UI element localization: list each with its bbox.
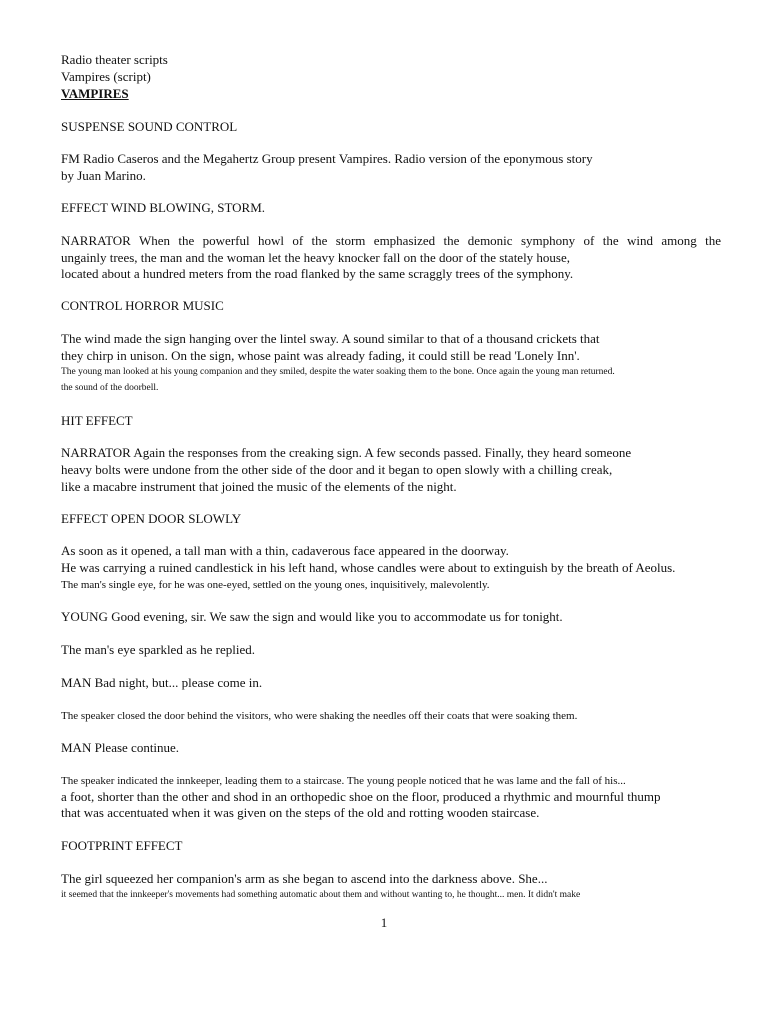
body-line: ungainly trees, the man and the woman let the heavy knocker fall on the door of the stately house,: [61, 250, 571, 265]
cue-line: SUSPENSE SOUND CONTROL: [61, 119, 238, 134]
body-line: the sound of the doorbell.: [61, 383, 159, 393]
body-line: The wind made the sign hanging over the lintel sway. A sound similar to that of a thousand crickets that: [61, 331, 600, 346]
body-line: As soon as it opened, a tall man with a thin, cadaverous face appeared in the doorway.: [61, 543, 509, 558]
body-line: that was accentuated when it was given on the steps of the old and rotting wooden staircase.: [61, 805, 540, 820]
body-line: The speaker indicated the innkeeper, leading them to a staircase. The young people noticed that he was lame and the fall of his...: [61, 775, 626, 787]
header-category: Radio theater scripts: [61, 52, 168, 67]
body-line: by Juan Marino.: [61, 168, 146, 183]
cue-line: EFFECT OPEN DOOR SLOWLY: [61, 511, 242, 526]
body-line: The girl squeezed her companion's arm as she began to ascend into the darkness above. She...: [61, 871, 548, 886]
body-line: located about a hundred meters from the road flanked by the same scraggly trees of the symphony.: [61, 266, 574, 281]
dialogue-line: MAN Bad night, but... please come in.: [61, 675, 263, 690]
body-line: NARRATOR Again the responses from the creaking sign. A few seconds passed. Finally, they heard someone: [61, 445, 632, 460]
body-line: heavy bolts were undone from the other side of the door and it began to open slowly with a chilling creak,: [61, 462, 613, 477]
body-line: The man's eye sparkled as he replied.: [61, 642, 256, 657]
body-line: The man's single eye, for he was one-eyed, settled on the young ones, inquisitively, malevolently.: [61, 579, 490, 591]
body-line: they chirp in unison. On the sign, whose paint was already fading, it could still be read 'Lonely Inn'.: [61, 348, 580, 363]
body-line: a foot, shorter than the other and shod in an orthopedic shoe on the floor, produced a rhythmic and mournful thump: [61, 789, 661, 804]
header-subtitle: Vampires (script): [61, 69, 151, 84]
cue-line: HIT EFFECT: [61, 413, 133, 428]
cue-line: FOOTPRINT EFFECT: [61, 838, 183, 853]
body-line: like a macabre instrument that joined the music of the elements of the night.: [61, 479, 457, 494]
body-line: NARRATOR When the powerful howl of the storm emphasized the demonic symphony of the wind among the: [61, 233, 721, 248]
cue-line: CONTROL HORROR MUSIC: [61, 298, 224, 313]
page-number: 1: [380, 915, 388, 930]
body-line: FM Radio Caseros and the Megahertz Group present Vampires. Radio version of the eponymous story: [61, 151, 593, 166]
body-line: The young man looked at his young companion and they smiled, despite the water soaking them to the bone. Once again the young man returned.: [61, 367, 615, 377]
body-line: He was carrying a ruined candlestick in his left hand, whose candles were about to extinguish by the breath of Aeolus.: [61, 560, 676, 575]
body-line: it seemed that the innkeeper's movements had something automatic about them and without wanting to, he thought... men. It didn't make: [61, 890, 581, 900]
dialogue-line: YOUNG Good evening, sir. We saw the sign and would like you to accommodate us for tonight.: [61, 609, 563, 624]
cue-line: EFFECT WIND BLOWING, STORM.: [61, 200, 266, 215]
dialogue-line: MAN Please continue.: [61, 740, 180, 755]
body-line: The speaker closed the door behind the visitors, who were shaking the needles off their coats that were soaking them.: [61, 710, 578, 722]
document-title: VAMPIRES: [61, 86, 129, 101]
